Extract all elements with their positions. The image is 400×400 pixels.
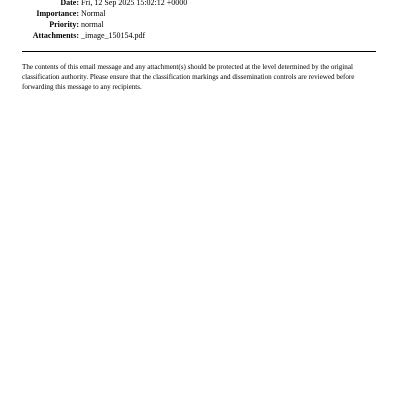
header-value: Normal: [81, 9, 106, 18]
header-label: Importance:: [36, 9, 79, 18]
header-row-date: [22, 0, 376, 9]
header-label: Priority:: [49, 20, 79, 29]
header-value: normal: [81, 20, 104, 29]
header-row-priority: [22, 20, 376, 31]
header-label: Date:: [60, 0, 79, 7]
header-label: Attachments:: [32, 31, 79, 40]
email-headers: [22, 0, 376, 42]
email-disclaimer: The contents of this email message and any attachment(s) should be protected at the level determined by the original classification authority. Please ensure that the classification markings and dissemination controls are reviewed before forwarding this message to any recipients.: [22, 63, 355, 91]
header-value: Fri, 12 Sep 2025 15:02:12 +0000: [81, 0, 188, 7]
header-row-attachments: [22, 31, 376, 42]
attachment-filename: _image_150154.pdf: [81, 31, 146, 40]
header-row-importance: [22, 9, 376, 20]
header-divider: [22, 51, 376, 52]
